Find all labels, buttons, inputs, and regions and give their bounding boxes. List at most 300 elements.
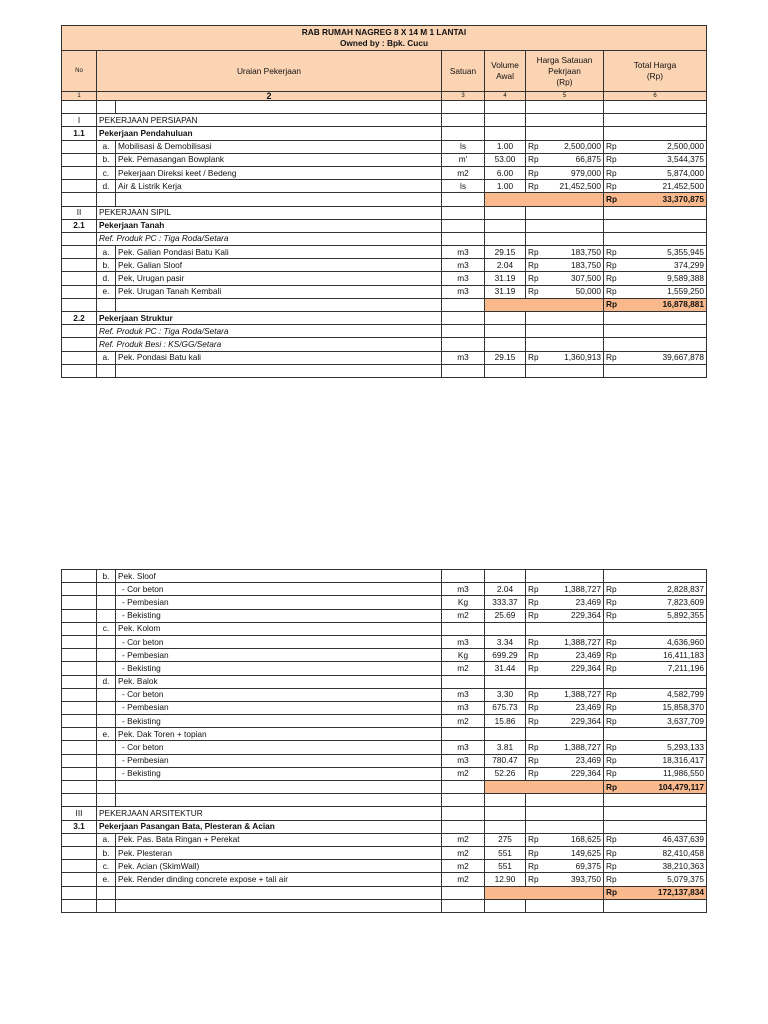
unit-price: 1,388,727 [564,583,601,594]
item-volume: 3.81 [485,741,526,754]
item-unit: Kg [442,596,485,609]
item-title: Pekerjaan Struktur [97,312,442,325]
total-price: 4,636,960 [667,636,704,647]
subsection-row [62,820,707,833]
sub-item-row [62,767,707,780]
empty-cell [485,114,526,127]
empty-cell [604,338,707,351]
subtotal-row [62,781,707,794]
empty-cell [62,886,97,899]
empty-cell [485,675,526,688]
currency-label: Rp [606,299,618,310]
subtotal-value: 16,878,881 [662,299,704,310]
empty-cell [62,153,97,166]
empty-cell [604,364,707,377]
empty-cell [485,232,526,245]
subtotal-row [62,886,707,899]
currency-label: Rp [606,873,617,884]
empty-cell [604,675,707,688]
empty-cell [116,101,442,114]
empty-cell [526,101,604,114]
column-index-row [62,92,707,101]
empty-cell [62,873,97,886]
unit-price-cell [526,873,604,886]
empty-cell [62,715,97,728]
currency-label: Rp [528,246,539,257]
currency-label: Rp [606,834,617,845]
total-price: 5,874,000 [667,167,704,178]
empty-cell [442,101,485,114]
currency-label: Rp [528,768,539,779]
item-unit: m3 [442,583,485,596]
unit-price-cell [526,609,604,622]
item-letter: c. [97,166,116,179]
currency-label: Rp [528,702,539,713]
empty-cell [97,635,116,648]
col-header-total [604,51,707,92]
unit-price: 2,500,000 [564,141,601,152]
item-volume: 3.30 [485,688,526,701]
empty-cell [442,325,485,338]
item-letter: b. [97,570,116,583]
empty-cell [485,820,526,833]
item-volume: 551 [485,860,526,873]
item-volume: 52.26 [485,767,526,780]
currency-label: Rp [528,847,539,858]
empty-cell [442,193,485,206]
empty-cell [604,622,707,635]
empty-cell [604,206,707,219]
unit-price-cell [526,635,604,648]
item-volume: 53.00 [485,153,526,166]
total-price: 38,210,363 [662,860,704,871]
empty-cell [97,899,116,912]
empty-row [62,899,707,912]
item-unit: m3 [442,741,485,754]
total-price-cell [604,583,707,596]
unit-price: 229,364 [571,768,601,779]
currency-label: Rp [606,689,617,700]
currency-label: Rp [528,715,539,726]
total-price: 2,500,000 [667,141,704,152]
empty-cell [62,767,97,780]
group-title: Pek. Balok [116,675,442,688]
empty-cell [62,741,97,754]
total-price-cell [604,635,707,648]
total-price-cell [604,272,707,285]
empty-cell [62,754,97,767]
empty-cell [526,570,604,583]
item-title: PEKERJAAN PERSIAPAN [97,114,442,127]
currency-label: Rp [528,610,539,621]
empty-cell [485,807,526,820]
empty-cell [526,364,604,377]
currency-label: Rp [606,246,617,257]
empty-cell [526,232,604,245]
item-volume: 29.15 [485,246,526,259]
sub-item-row [62,596,707,609]
currency-label: Rp [528,583,539,594]
empty-cell [604,127,707,140]
empty-cell [485,364,526,377]
item-unit: m3 [442,688,485,701]
currency-label: Rp [606,596,617,607]
item-unit: m3 [442,285,485,298]
empty-cell [442,298,485,311]
empty-cell [442,728,485,741]
unit-price: 23,469 [575,649,601,660]
item-volume: 675.73 [485,701,526,714]
unit-price: 229,364 [571,610,601,621]
subtotal-row [62,193,707,206]
unit-price-cell [526,846,604,859]
line-item-row [62,833,707,846]
subtotal-value-cell [604,781,707,794]
item-letter: b. [97,846,116,859]
item-letter: c. [97,860,116,873]
subtotal-value: 104,479,117 [658,781,704,792]
currency-label: Rp [606,259,617,270]
empty-cell [116,781,442,794]
item-volume: 2.04 [485,583,526,596]
item-description: - Cor beton [116,688,442,701]
empty-cell [62,833,97,846]
unit-price: 229,364 [571,715,601,726]
item-number: 2.1 [62,219,97,232]
empty-cell [62,662,97,675]
empty-cell [442,807,485,820]
unit-price-cell [526,767,604,780]
item-volume: 25.69 [485,609,526,622]
reference-note: Ref. Produk PC : Tiga Roda/Setara [97,325,442,338]
unit-price-cell [526,272,604,285]
empty-cell [62,140,97,153]
group-row [62,728,707,741]
empty-cell [97,609,116,622]
total-price: 21,452,500 [662,180,704,191]
sub-item-row [62,741,707,754]
item-letter: e. [97,285,116,298]
group-title: Pek. Sloof [116,570,442,583]
subtotal-spacer [485,886,604,899]
item-unit: m3 [442,259,485,272]
total-price-cell [604,259,707,272]
empty-cell [116,794,442,807]
unit-price-cell [526,140,604,153]
col-index: 3 [442,92,485,101]
empty-cell [442,364,485,377]
empty-cell [62,728,97,741]
item-description: Pek, Urugan pasir [116,272,442,285]
unit-price: 393,750 [571,873,601,884]
unit-price-cell [526,754,604,767]
item-description: - Bekisting [116,767,442,780]
subtotal-value: 33,370,875 [662,193,704,204]
line-item-row [62,140,707,153]
item-letter: e. [97,728,116,741]
line-item-row [62,153,707,166]
item-letter: b. [97,153,116,166]
empty-row [62,101,707,114]
empty-cell [62,622,97,635]
currency-label: Rp [528,167,539,178]
total-price: 7,823,609 [667,596,704,607]
empty-cell [62,246,97,259]
empty-cell [526,312,604,325]
sub-item-row [62,715,707,728]
total-price-cell [604,609,707,622]
empty-cell [62,583,97,596]
unit-price-cell [526,741,604,754]
total-price: 7,211,196 [667,662,704,673]
line-item-row [62,166,707,179]
empty-cell [62,860,97,873]
empty-cell [485,312,526,325]
empty-cell [62,232,97,245]
empty-cell [62,180,97,193]
sub-item-row [62,649,707,662]
item-volume: 1.00 [485,140,526,153]
currency-label: Rp [606,352,617,363]
item-description: Mobilisasi & Demobilisasi [116,140,442,153]
item-unit: m3 [442,246,485,259]
empty-cell [97,781,116,794]
sub-item-row [62,688,707,701]
empty-cell [526,219,604,232]
total-price: 9,589,388 [667,273,704,284]
subtotal-spacer [485,781,604,794]
empty-cell [97,662,116,675]
line-item-row [62,351,707,364]
empty-cell [97,649,116,662]
currency-label: Rp [528,154,539,165]
empty-cell [442,312,485,325]
currency-label: Rp [606,636,617,647]
item-volume: 699.29 [485,649,526,662]
total-price: 5,079,375 [667,873,704,884]
sub-item-row [62,583,707,596]
empty-cell [62,701,97,714]
currency-label: Rp [528,755,539,766]
item-unit: m2 [442,166,485,179]
line-item-row [62,259,707,272]
unit-price: 1,388,727 [564,689,601,700]
title-cell [62,26,707,51]
item-title: Pekerjaan Pasangan Bata, Plesteran & Acian [97,820,442,833]
empty-cell [62,351,97,364]
item-description: Pek. Plesteran [116,846,442,859]
total-price: 16,411,183 [663,649,704,660]
unit-price-cell [526,285,604,298]
col-index: 4 [485,92,526,101]
currency-label: Rp [606,286,617,297]
item-volume: 15.86 [485,715,526,728]
empty-cell [442,899,485,912]
item-description: - Pembesian [116,649,442,662]
empty-cell [62,635,97,648]
empty-cell [485,570,526,583]
currency-label: Rp [528,662,539,673]
empty-cell [526,338,604,351]
unit-price: 168,625 [571,834,601,845]
item-description: Pek. Render dinding concrete expose + tali air [116,873,442,886]
currency-label: Rp [528,273,539,284]
rab-table-page-2 [61,569,707,913]
currency-label: Rp [606,887,618,898]
item-description: Pek. Pas. Bata Ringan + Perekat [116,833,442,846]
group-row [62,570,707,583]
group-title: Pek. Kolom [116,622,442,635]
currency-label: Rp [606,715,617,726]
unit-price-cell [526,259,604,272]
unit-price: 229,364 [571,662,601,673]
total-price: 3,637,709 [667,715,704,726]
item-volume: 275 [485,833,526,846]
currency-label: Rp [528,286,539,297]
empty-cell [62,609,97,622]
sub-item-row [62,754,707,767]
line-item-row [62,272,707,285]
empty-cell [442,675,485,688]
reference-note: Ref. Produk Besi : KS/GG/Setara [97,338,442,351]
sub-item-row [62,701,707,714]
total-price-cell [604,833,707,846]
total-price-cell [604,351,707,364]
item-volume: 31.19 [485,272,526,285]
empty-cell [526,325,604,338]
item-volume: 31.44 [485,662,526,675]
empty-cell [526,127,604,140]
empty-cell [97,364,116,377]
item-volume: 3.34 [485,635,526,648]
total-price: 5,355,945 [667,246,704,257]
empty-cell [62,285,97,298]
item-unit: m2 [442,846,485,859]
unit-price-cell [526,860,604,873]
empty-cell [485,622,526,635]
empty-cell [442,622,485,635]
empty-cell [604,232,707,245]
empty-cell [485,219,526,232]
item-volume: 1.00 [485,180,526,193]
owner-label: Owned by : Bpk. Cucu [339,38,429,48]
empty-cell [62,570,97,583]
item-description: - Pembesian [116,754,442,767]
empty-cell [62,193,97,206]
group-row [62,675,707,688]
item-number: I [62,114,97,127]
total-price: 15,858,370 [662,702,704,713]
line-item-row [62,180,707,193]
empty-cell [442,232,485,245]
unit-price: 149,625 [571,847,601,858]
unit-price: 69,375 [575,860,601,871]
total-price: 5,892,355 [667,610,704,621]
empty-cell [62,899,97,912]
page-title: RAB RUMAH NAGREG 8 X 14 M 1 LANTAI [301,27,467,37]
empty-cell [97,193,116,206]
empty-cell [442,114,485,127]
line-item-row [62,285,707,298]
empty-cell [62,675,97,688]
total-price-cell [604,873,707,886]
item-letter: a. [97,351,116,364]
subsection-row [62,127,707,140]
item-title: PEKERJAAN ARSITEKTUR [97,807,442,820]
total-price: 4,582,799 [667,689,704,700]
total-price-cell [604,701,707,714]
unit-price: 1,360,913 [564,352,601,363]
empty-cell [62,101,97,114]
unit-price-cell [526,833,604,846]
item-unit: m3 [442,701,485,714]
item-letter: a. [97,246,116,259]
total-price-cell [604,596,707,609]
empty-cell [526,794,604,807]
currency-label: Rp [606,662,617,673]
currency-label: Rp [528,636,539,647]
currency-label: Rp [606,742,617,753]
empty-cell [62,649,97,662]
empty-cell [442,219,485,232]
item-letter: c. [97,622,116,635]
currency-label: Rp [528,141,539,152]
currency-label: Rp [606,583,617,594]
item-unit: m2 [442,715,485,728]
unit-price: 307,500 [571,273,601,284]
empty-cell [526,728,604,741]
empty-cell [526,820,604,833]
group-row [62,622,707,635]
unit-price: 50,000 [575,286,601,297]
col-header-total-unit: (Rp) [646,71,664,81]
empty-cell [442,794,485,807]
currency-label: Rp [606,781,618,792]
empty-cell [604,807,707,820]
currency-label: Rp [606,154,617,165]
item-description: Pek. Pemasangan Bowplank [116,153,442,166]
sub-item-row [62,662,707,675]
empty-cell [485,338,526,351]
empty-cell [485,794,526,807]
total-price-cell [604,688,707,701]
reference-row [62,338,707,351]
subtotal-value-cell [604,193,707,206]
currency-label: Rp [606,755,617,766]
item-title: Pekerjaan Tanah [97,219,442,232]
unit-price: 183,750 [571,246,601,257]
empty-cell [485,127,526,140]
item-description: - Cor beton [116,741,442,754]
unit-price-cell [526,662,604,675]
empty-cell [97,767,116,780]
item-volume: 6.00 [485,166,526,179]
item-volume: 2.04 [485,259,526,272]
empty-cell [604,820,707,833]
empty-cell [62,298,97,311]
col-header-harga [526,51,604,92]
empty-cell [485,325,526,338]
total-price: 82,410,458 [662,847,704,858]
item-description: Pek. Urugan Tanah Kembali [116,285,442,298]
empty-cell [97,101,116,114]
item-number: II [62,206,97,219]
empty-cell [116,193,442,206]
item-unit: m2 [442,662,485,675]
currency-label: Rp [606,180,617,191]
item-number: III [62,807,97,820]
currency-label: Rp [528,596,539,607]
